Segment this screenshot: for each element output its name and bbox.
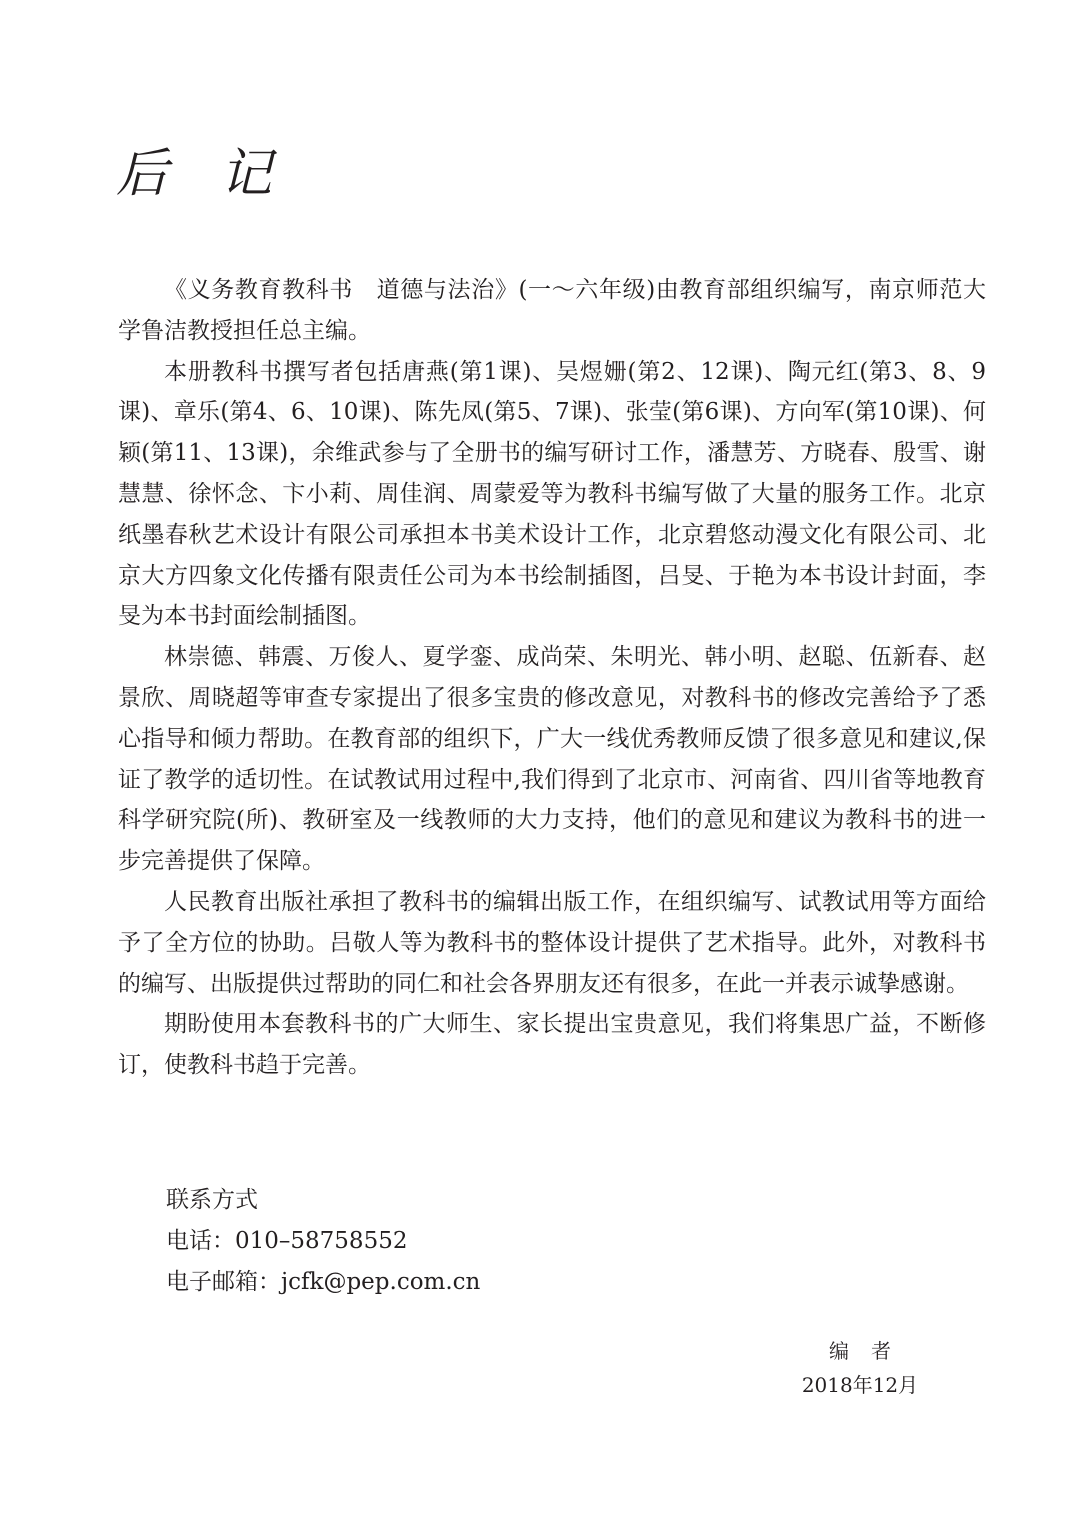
contact-block (166, 1180, 480, 1303)
paragraph: 期盼使用本套教科书的广大师生、家长提出宝贵意见，我们将集思广益，不断修订，使教科书趋于完善。 (118, 1011, 986, 1079)
paragraph: 《义务教育教科书 道德与法治》(一～六年级)由教育部组织编写，南京师范大学鲁洁教授担任总主编。 (118, 277, 986, 344)
contact-heading: 联系方式 (166, 1187, 258, 1213)
contact-phone: 电话：010–58758552 (166, 1228, 408, 1254)
signature-date: 2018年12月 (801, 1373, 919, 1397)
paragraph: 本册教科书撰写者包括唐燕(第1课)、吴煜姗(第2、12课)、陶元红(第3、8、9课)、章乐(第4、6、10课)、陈先凤(第5、7课)、张莹(第6课)、方向军(第10课)、何颖(第11、13课)，余维武参与了全册书的编写研讨工作，潘慧芳、方晓春、殷雪、谢慧慧、徐怀念、卞小莉、周佳润、周蒙爱等为教科书编写做了大量的服务工作。北京纸墨春秋艺术设计有限公司承担本书美术设计工作，北京碧悠动漫文化有限公司、北京大方四象文化传播有限责任公司为本书绘制插图，吕旻、于艳为本书设计封面，李旻为本书封面绘制插图。 (118, 358, 986, 630)
page-title: 后记 (116, 144, 325, 204)
paragraph: 林崇德、韩震、万俊人、夏学銮、成尚荣、朱明光、韩小明、赵聪、伍新春、赵景欣、周晓超等审查专家提出了很多宝贵的修改意见，对教科书的修改完善给予了悉心指导和倾力帮助。在教育部的组织下，广大一线优秀教师反馈了很多意见和建议,保证了教学的适切性。在试教试用过程中,我们得到了北京市、河南省、四川省等地教育科学研究院(所)、教研室及一线教师的大力支持，他们的意见和建议为教科书的进一步完善提供了保障。 (118, 644, 986, 875)
signature-editor: 编者 (829, 1339, 913, 1363)
paragraph: 人民教育出版社承担了教科书的编辑出版工作，在组织编写、试教试用等方面给予了全方位的协助。吕敬人等为教科书的整体设计提供了艺术指导。此外，对教科书的编写、出版提供过帮助的同仁和社会各界朋友还有很多，在此一并表示诚挚感谢。 (118, 888, 986, 997)
body-text (118, 270, 986, 1086)
contact-email: 电子邮箱：jcfk@pep.com.cn (166, 1269, 481, 1295)
signature-block (780, 1334, 940, 1402)
